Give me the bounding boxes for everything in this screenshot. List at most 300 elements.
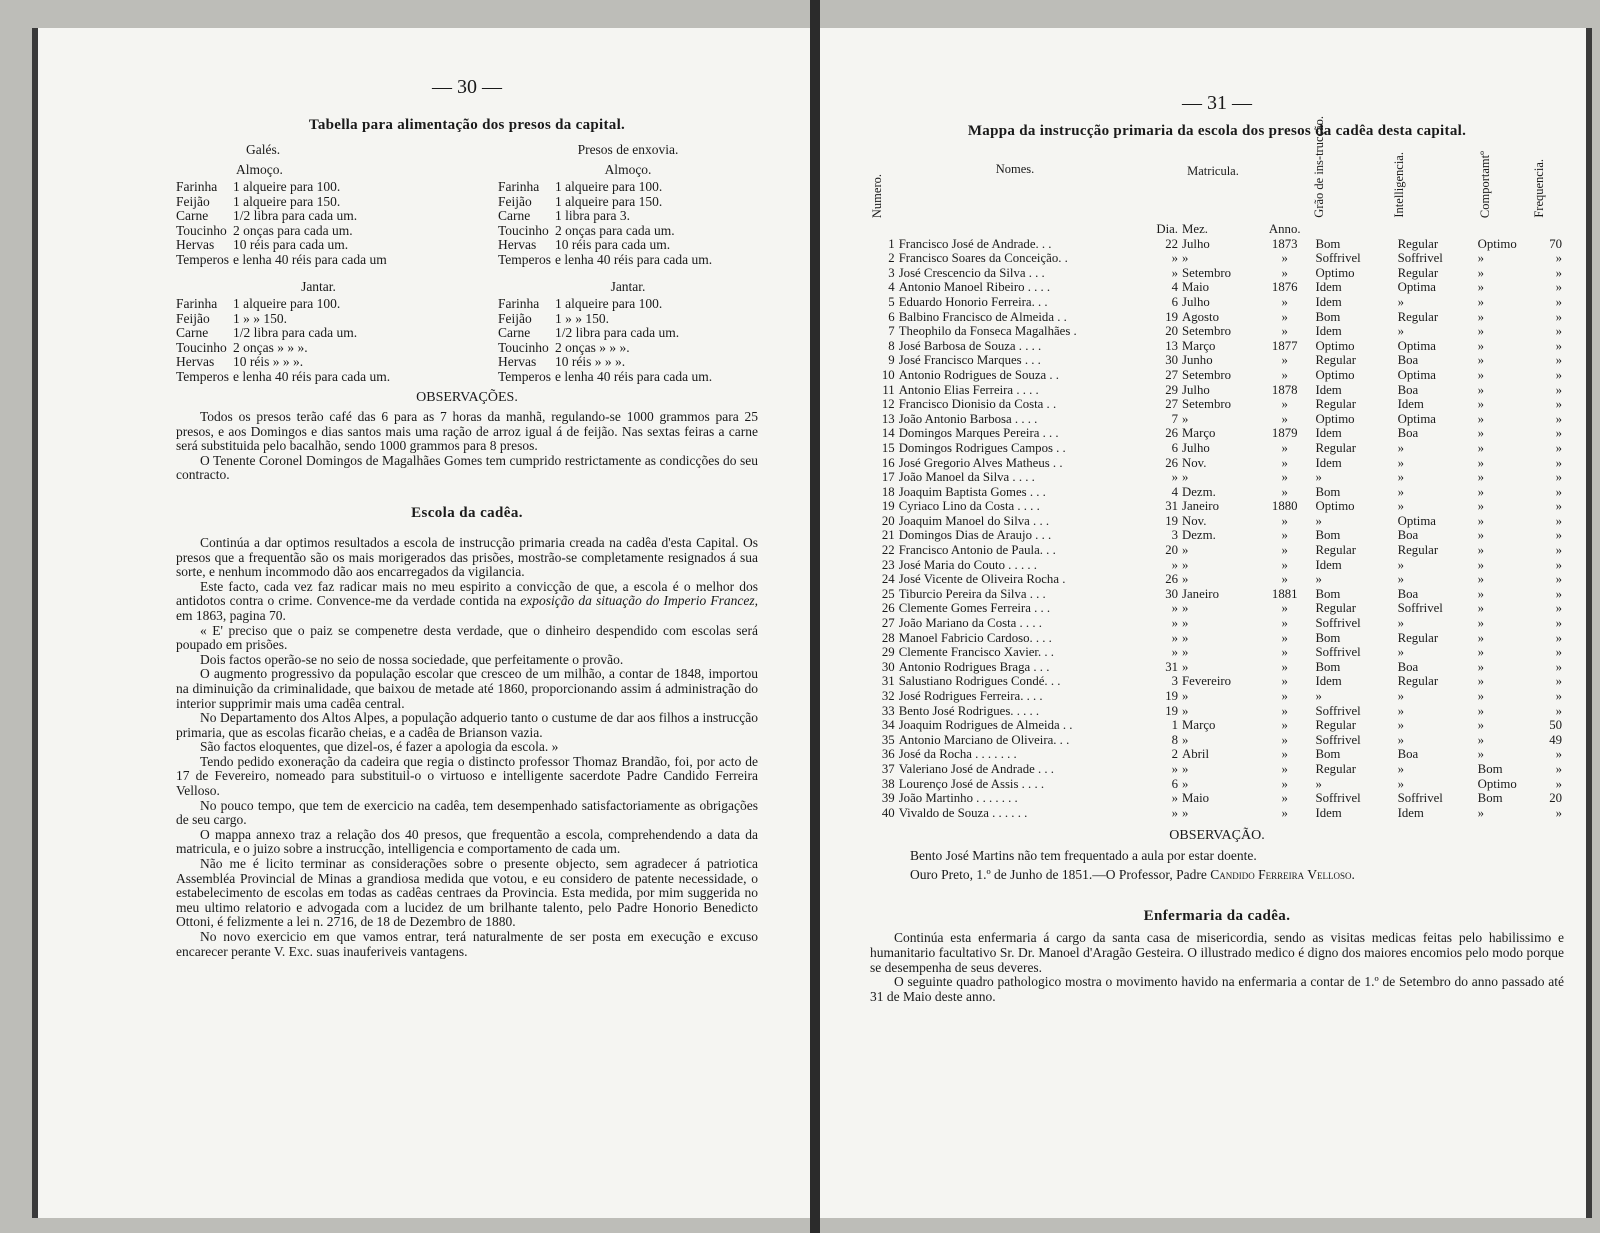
table-row	[870, 645, 1564, 660]
student-name: José Rodrigues Ferreira. . . .	[898, 689, 1043, 703]
enroll-year: 1881	[1271, 586, 1298, 601]
behaviour: »	[1477, 294, 1485, 309]
ration-item: Temperos	[176, 251, 230, 267]
table-row	[870, 266, 1564, 281]
signature-line	[910, 867, 1564, 882]
enroll-month: Dezm.	[1182, 484, 1216, 499]
intelligence: Regular	[1397, 674, 1439, 689]
row-number: 39	[881, 791, 895, 806]
enroll-month: »	[1182, 543, 1189, 558]
enroll-month: »	[1182, 601, 1189, 616]
table-row	[870, 353, 1564, 368]
student-name: João Antonio Barbosa . . . .	[898, 411, 1038, 426]
enroll-day: 3	[1171, 528, 1179, 543]
intelligence: Optima	[1397, 338, 1436, 353]
instruction-grade: Soffrivel	[1315, 791, 1361, 806]
table-row	[870, 718, 1564, 733]
enroll-month: Nov.	[1182, 513, 1207, 528]
attendance: »	[1555, 440, 1562, 455]
enroll-month: »	[1182, 703, 1189, 718]
table-row	[870, 251, 1564, 266]
enroll-year: 1876	[1271, 280, 1298, 295]
row-number: 30	[881, 659, 895, 674]
attendance: »	[1555, 382, 1562, 397]
student-name: Francisco Antonio de Paula. . .	[898, 543, 1056, 558]
enroll-year: »	[1281, 747, 1288, 762]
intelligence: »	[1397, 470, 1404, 485]
attendance: »	[1555, 747, 1562, 762]
ration-row	[498, 224, 716, 239]
table-row	[870, 572, 1564, 587]
instruction-grade: Idem	[1315, 805, 1342, 820]
header-numero: Numero.	[870, 173, 884, 218]
row-number: 21	[881, 528, 895, 543]
attendance: »	[1555, 455, 1562, 470]
ration-quantity: e lenha 40 réis para cada um.	[555, 251, 713, 267]
behaviour: »	[1477, 353, 1485, 368]
intelligence: »	[1397, 440, 1404, 455]
student-name: João Mariano da Costa . . . .	[898, 616, 1042, 631]
instruction-grade: Optimo	[1315, 411, 1355, 426]
school-paragraph	[176, 580, 758, 624]
student-name: Theophilo da Fonseca Magalhães .	[898, 324, 1077, 339]
attendance: 70	[1549, 236, 1562, 251]
ration-item: Toucinho	[498, 222, 549, 238]
enroll-month: »	[1182, 616, 1189, 631]
ration-item: Hervas	[498, 354, 537, 369]
instruction-grade: Regular	[1315, 353, 1356, 368]
row-number: 28	[881, 630, 895, 645]
student-name: Joaquim Manoel do Silva . . .	[898, 513, 1050, 528]
ration-quantity: 1 alqueire para 100.	[555, 179, 663, 194]
student-name: Francisco José de Andrade. . .	[898, 236, 1052, 251]
enroll-day: »	[1171, 251, 1179, 266]
behaviour: »	[1477, 659, 1485, 674]
attendance: »	[1555, 513, 1562, 528]
enroll-year: »	[1281, 689, 1288, 703]
gales-lunch-table	[176, 180, 391, 267]
student-name: Balbino Francisco de Almeida . .	[898, 309, 1067, 324]
student-name: Domingos Rodrigues Campos . .	[898, 440, 1066, 455]
intelligence: »	[1397, 689, 1404, 703]
table-row	[870, 514, 1564, 529]
ration-item: Temperos	[498, 368, 552, 384]
ration-quantity: 2 onças para cada um.	[555, 222, 675, 238]
row-number: 34	[881, 718, 895, 733]
ration-quantity: 2 onças » » ».	[233, 339, 308, 355]
ration-row	[176, 341, 394, 356]
enroll-day: 6	[1171, 440, 1179, 455]
student-name: José Vicente de Oliveira Rocha .	[898, 572, 1066, 587]
enroll-month: Nov.	[1182, 455, 1207, 470]
right-page	[820, 28, 1592, 1218]
enroll-year: 1880	[1271, 499, 1298, 514]
intelligence: Boa	[1397, 528, 1419, 543]
intelligence: »	[1397, 703, 1404, 718]
enroll-month: Março	[1182, 718, 1216, 733]
student-name: José Barbosa de Souza . . . .	[898, 338, 1042, 353]
attendance: »	[1555, 309, 1562, 324]
instruction-grade: Bom	[1315, 747, 1341, 762]
attendance: »	[1555, 586, 1562, 601]
intelligence: »	[1397, 616, 1404, 631]
student-name: Tiburcio Pereira da Silva . . .	[898, 586, 1046, 601]
behaviour: »	[1477, 470, 1485, 485]
instruction-grade: Bom	[1315, 659, 1341, 674]
gales-lunch-heading: Almoço.	[236, 162, 283, 177]
enroll-year: »	[1281, 397, 1288, 412]
observation-title: OBSERVAÇÃO.	[1169, 828, 1265, 844]
left-page	[32, 28, 810, 1218]
instruction-grade: Optimo	[1315, 367, 1355, 382]
ration-quantity: 2 onças » » ».	[555, 339, 630, 355]
row-number: 27	[881, 616, 895, 631]
ration-quantity: 2 onças para cada um.	[233, 222, 353, 238]
enroll-year: »	[1281, 470, 1288, 485]
school-paragraph: O mappa annexo traz a relação dos 40 presos, que frequentão a escola, comprehendendo a data da matricula, e o juizo sobre a instrucção, intelligencia e comportamento de cada um.	[176, 826, 758, 857]
ration-row	[176, 370, 394, 385]
school-paragraph: No Departamento dos Altos Alpes, a população adquerio tanto o custume de dar aos filhos a instrucção primaria, que as escolas ficarão cheias, e a cadêa de Brianson vazia.	[176, 710, 758, 740]
enroll-day: 8	[1171, 732, 1179, 747]
enroll-day: 3	[1171, 674, 1179, 689]
enroll-year: »	[1281, 353, 1288, 368]
behaviour: »	[1477, 265, 1485, 280]
enroll-month: Abril	[1182, 747, 1210, 762]
row-number: 5	[888, 294, 895, 309]
row-number: 38	[881, 776, 895, 791]
ration-quantity: 1 alqueire para 100.	[233, 296, 341, 311]
attendance: »	[1555, 776, 1562, 791]
ration-item: Hervas	[176, 354, 215, 369]
instruction-grade: Idem	[1315, 280, 1342, 295]
enroll-day: 19	[1165, 689, 1179, 703]
citation-title: exposição da situação do Imperio Francez,	[520, 593, 758, 609]
behaviour: »	[1477, 484, 1485, 499]
table-row	[870, 528, 1564, 543]
attendance: »	[1555, 761, 1562, 776]
intelligence: »	[1397, 718, 1404, 733]
header-grao: Grão de ins-trucção.	[1312, 116, 1326, 218]
student-name: Clemente Francisco Xavier. . .	[898, 645, 1054, 660]
student-name: José da Rocha . . . . . . .	[898, 747, 1017, 762]
student-name: Valeriano José de Andrade . . .	[898, 761, 1054, 776]
row-number: 35	[881, 732, 895, 747]
behaviour: »	[1477, 674, 1485, 689]
table-row	[870, 295, 1564, 310]
instruction-grade: Soffrivel	[1315, 645, 1361, 660]
intelligence: Regular	[1397, 265, 1439, 280]
table-row	[870, 280, 1564, 295]
enroll-year: »	[1281, 776, 1288, 791]
ration-row	[176, 238, 391, 253]
enroll-year: »	[1281, 455, 1288, 470]
enroll-month: Setembro	[1182, 324, 1232, 339]
row-number: 25	[881, 586, 895, 601]
ration-row	[498, 253, 716, 268]
enroll-month: Março	[1182, 426, 1216, 441]
subheader-dia: Dia.	[1156, 222, 1179, 236]
table-row	[870, 762, 1564, 777]
enroll-month: Dezm.	[1182, 528, 1216, 543]
observation-paragraph: Todos os presos terão café das 6 para as 7 horas da manhã, regulando-se 1000 grammos para 25 presos, e aos Domingos e dias santos mais uma ração de arroz igual á de feijão. Nas sextas feiras a carne será substituida pelo bacalhão, sendo 1000 grammos para 8 presos.	[176, 409, 758, 454]
ration-row	[498, 341, 716, 356]
school-paragraph: Tendo pedido exoneração da cadeira que regia o distincto professor Thomaz Brandão, foi, por acto de 17 de Fevereiro, nomeado para substituil-o o virtuoso e intelligente sacerdote Padre Candido Ferreira Velloso.	[176, 753, 758, 799]
infirmary-section-title: Enfermaria da cadêa.	[1143, 908, 1291, 925]
school-paragraph: « E' preciso que o paiz se compenetre desta verdade, que o dinheiro despendido com escolas será poupado em prisões.	[176, 622, 758, 653]
table-row	[870, 660, 1564, 675]
instruction-grade: Regular	[1315, 440, 1356, 455]
student-name: Vivaldo de Souza . . . . . .	[898, 805, 1028, 820]
enroll-year: »	[1281, 367, 1288, 382]
ration-row	[498, 195, 716, 210]
intelligence: »	[1397, 761, 1404, 776]
intelligence: Boa	[1397, 353, 1419, 368]
header-comportamento: Comportamtº	[1478, 150, 1492, 218]
ration-quantity: e lenha 40 réis para cada um	[233, 251, 387, 267]
enroll-month: »	[1182, 572, 1189, 587]
intelligence: »	[1397, 455, 1404, 470]
attendance: »	[1555, 265, 1562, 280]
page-number: — 31 —	[1182, 92, 1252, 114]
header-intelligencia: Intelligencia.	[1392, 152, 1406, 218]
instruction-grade: »	[1315, 776, 1322, 791]
enroll-year: »	[1281, 791, 1288, 806]
instruction-grade: »	[1315, 513, 1322, 528]
enroll-year: 1873	[1271, 236, 1298, 251]
ration-quantity: 1/2 libra para cada um.	[233, 208, 358, 223]
intelligence: »	[1397, 572, 1404, 587]
row-number: 26	[881, 601, 895, 616]
attendance: »	[1555, 528, 1562, 543]
enroll-day: 20	[1165, 324, 1179, 339]
intelligence: Soffrivel	[1397, 601, 1443, 616]
enroll-day: 13	[1165, 338, 1179, 353]
row-number: 10	[881, 367, 895, 382]
table-row	[870, 791, 1564, 806]
ration-quantity: 10 réis para cada um.	[233, 237, 349, 252]
enroll-year: 1877	[1271, 338, 1298, 353]
instruction-grade: Soffrivel	[1315, 732, 1361, 747]
instruction-grade: Soffrivel	[1315, 251, 1361, 266]
enroll-year: »	[1281, 630, 1288, 645]
student-name: João Manoel da Silva . . . .	[898, 470, 1035, 485]
row-number: 8	[888, 338, 895, 353]
enroll-day: 30	[1165, 586, 1179, 601]
enroll-year: »	[1281, 294, 1288, 309]
attendance: »	[1555, 397, 1562, 412]
row-number: 20	[881, 513, 895, 528]
ration-quantity: 1 alqueire para 100.	[233, 179, 341, 194]
ration-item: Carne	[498, 325, 531, 340]
intelligence: »	[1397, 499, 1404, 514]
enroll-day: »	[1171, 805, 1179, 820]
row-number: 33	[881, 703, 895, 718]
enroll-day: »	[1171, 616, 1179, 631]
ration-item: Feijão	[176, 193, 210, 209]
attendance: »	[1555, 543, 1562, 558]
enroll-year: »	[1281, 703, 1288, 718]
attendance: »	[1555, 499, 1562, 514]
enroll-day: 4	[1171, 280, 1179, 295]
enroll-year: »	[1281, 732, 1288, 747]
school-paragraph: Não me é licito terminar as considerações sobre o presente objecto, sem agradecer á patriotica Assembléa Provincial de Minas a grandiosa medida que votou, e eu considero de patente necessidade, o estabelecimento de escolas em todas as cadêas centraes da Provincia. Esta medida, por mim suggerida no meu ultimo relatorio e advogada com a lucidez de um brilhante talento, pelo Padre Honorio Benedicto Ottoni, é felizmente a lei n. 2716, de 18 de Dezembro de 1880.	[176, 856, 758, 930]
behaviour: Optimo	[1477, 776, 1517, 791]
enroll-day: 19	[1165, 703, 1179, 718]
behaviour: »	[1477, 543, 1485, 558]
instruction-grade: Optimo	[1315, 338, 1355, 353]
table-row	[870, 601, 1564, 616]
attendance: »	[1555, 426, 1562, 441]
enroll-year: »	[1281, 674, 1288, 689]
enxovia-column	[498, 140, 758, 384]
student-name: Antonio Rodrigues de Souza . .	[898, 367, 1059, 382]
ration-quantity: 1 alqueire para 150.	[233, 193, 341, 209]
ration-item: Carne	[176, 208, 209, 223]
instruction-grade: Bom	[1315, 309, 1341, 324]
book-gutter	[810, 0, 820, 1233]
row-number: 16	[881, 455, 895, 470]
instruction-grade: Bom	[1315, 236, 1341, 251]
enroll-day: »	[1171, 470, 1179, 485]
intelligence: »	[1397, 776, 1404, 791]
row-number: 31	[881, 674, 895, 689]
ration-table-title: Tabella para alimentação dos presos da capital.	[308, 117, 626, 133]
school-map-title: Mappa da instrucção primaria da escola dos presos da cadêa desta capital.	[967, 123, 1467, 139]
intelligence: »	[1397, 324, 1404, 339]
attendance: »	[1555, 411, 1562, 426]
instruction-grade: Idem	[1315, 426, 1342, 441]
enroll-month: »	[1182, 411, 1189, 426]
intelligence: Boa	[1397, 659, 1419, 674]
behaviour: »	[1477, 251, 1485, 266]
citation-tail: em 1863, pagina 70.	[176, 607, 286, 623]
table-row	[870, 747, 1564, 762]
row-number: 24	[881, 572, 895, 587]
row-number: 17	[881, 470, 895, 485]
intelligence: Regular	[1397, 309, 1439, 324]
attendance: »	[1555, 294, 1562, 309]
enroll-month: »	[1182, 557, 1189, 572]
gales-dinner-heading: Jantar.	[301, 279, 336, 294]
enroll-day: »	[1171, 557, 1179, 572]
student-name: João Martinho . . . . . . .	[898, 791, 1018, 806]
attendance: »	[1555, 470, 1562, 485]
behaviour: »	[1477, 689, 1485, 703]
ration-quantity: 1 alqueire para 100.	[555, 296, 663, 311]
intelligence: »	[1397, 645, 1404, 660]
behaviour: »	[1477, 324, 1485, 339]
behaviour: Bom	[1477, 761, 1503, 776]
header-matricula: Matricula.	[1187, 164, 1239, 178]
table-row	[870, 616, 1564, 631]
instruction-grade: Optimo	[1315, 265, 1355, 280]
enroll-month: »	[1182, 805, 1189, 820]
row-number: 9	[888, 353, 895, 368]
enroll-day: 19	[1165, 513, 1179, 528]
school-paragraph-text: Este facto, cada vez faz radicar mais no meu espirito a convicção de que, a escola é o melhor dos antidotos contra o crime. Convence-me da verdade contida na	[176, 578, 758, 609]
row-number: 36	[881, 747, 895, 762]
enroll-year: 1879	[1271, 426, 1298, 441]
ration-quantity: 1/2 libra para cada um.	[555, 325, 680, 340]
enroll-day: 2	[1171, 747, 1179, 762]
ration-item: Toucinho	[176, 222, 227, 238]
enroll-month: Fevereiro	[1182, 674, 1232, 689]
table-row	[870, 339, 1564, 354]
row-number: 6	[888, 309, 895, 324]
row-number: 11	[882, 382, 895, 397]
enroll-year: »	[1281, 513, 1288, 528]
intelligence: »	[1397, 732, 1404, 747]
intelligence: Regular	[1397, 236, 1439, 251]
enroll-day: 22	[1165, 236, 1179, 251]
enroll-day: 4	[1171, 484, 1179, 499]
ration-item: Toucinho	[176, 339, 227, 355]
ration-quantity: 1/2 libra para cada um.	[233, 325, 358, 340]
instruction-grade: »	[1315, 470, 1322, 485]
attendance: 49	[1549, 732, 1562, 747]
ration-item: Hervas	[498, 237, 537, 252]
student-name: Domingos Marques Pereira . . .	[898, 426, 1059, 441]
behaviour: »	[1477, 367, 1485, 382]
enroll-year: »	[1281, 309, 1288, 324]
table-row	[870, 689, 1564, 704]
ration-row	[176, 312, 394, 327]
table-row	[870, 426, 1564, 441]
intelligence: Optima	[1397, 513, 1436, 528]
enroll-month: »	[1182, 776, 1189, 791]
school-section-title: Escola da cadêa.	[411, 504, 523, 521]
instruction-grade: Regular	[1315, 543, 1356, 558]
ration-row	[176, 253, 391, 268]
attendance: »	[1555, 601, 1562, 616]
behaviour: »	[1477, 747, 1485, 762]
table-row	[870, 587, 1564, 602]
row-number: 22	[881, 543, 895, 558]
enroll-year: »	[1281, 557, 1288, 572]
intelligence: Boa	[1397, 382, 1419, 397]
student-name: José Crescencio da Silva . . .	[898, 265, 1045, 280]
attendance: »	[1555, 324, 1562, 339]
school-map-rows	[870, 237, 1564, 821]
table-row	[870, 237, 1564, 252]
behaviour: »	[1477, 338, 1485, 353]
instruction-grade: Idem	[1315, 674, 1342, 689]
ration-item: Toucinho	[498, 339, 549, 355]
instruction-grade: Regular	[1315, 601, 1356, 616]
instruction-grade: Bom	[1315, 528, 1341, 543]
enroll-day: 27	[1165, 397, 1179, 412]
intelligence: Optima	[1397, 280, 1436, 295]
table-row	[870, 543, 1564, 558]
behaviour: »	[1477, 411, 1485, 426]
signature-text: Ouro Preto, 1.º de Junho de 1851.—O Professor, Padre	[910, 867, 1207, 883]
row-number: 12	[881, 397, 895, 412]
ration-quantity: 1 libra para 3.	[555, 208, 631, 223]
student-name: José Francisco Marques . . .	[898, 353, 1041, 368]
attendance: »	[1555, 659, 1562, 674]
enroll-month: Julho	[1182, 382, 1210, 397]
student-name: Antonio Rodrigues Braga . . .	[898, 659, 1050, 674]
enroll-month: »	[1182, 251, 1189, 266]
ration-quantity: e lenha 40 réis para cada um.	[233, 368, 391, 384]
ration-row	[498, 370, 716, 385]
row-number: 1	[888, 236, 895, 251]
attendance: »	[1555, 557, 1562, 572]
intelligence: Boa	[1397, 426, 1419, 441]
row-number: 3	[888, 265, 895, 280]
gales-dinner-table	[176, 297, 394, 384]
student-name: Salustiano Rodrigues Condé. . .	[898, 674, 1061, 689]
